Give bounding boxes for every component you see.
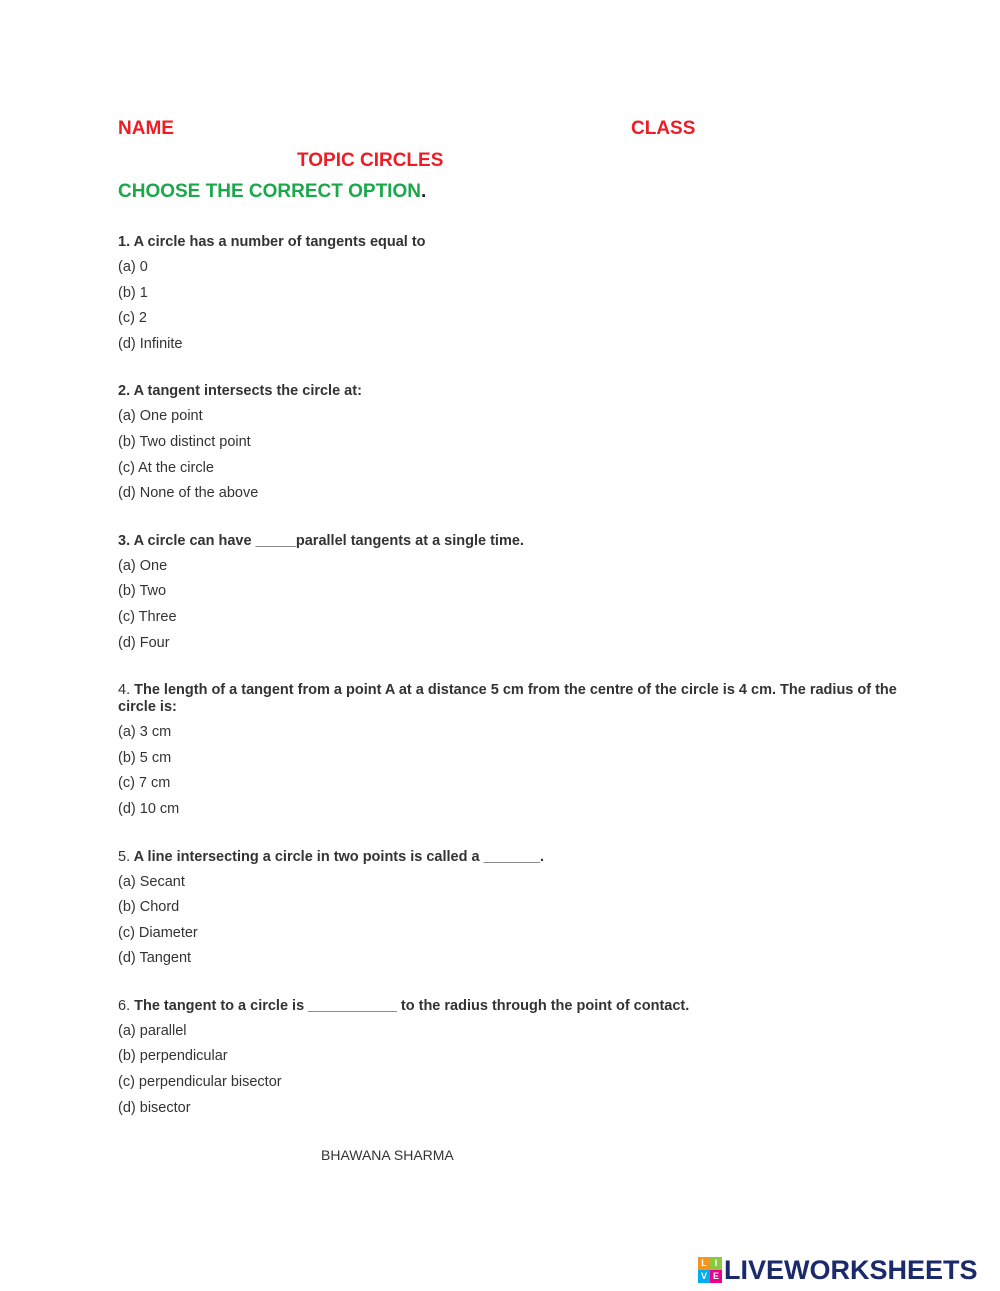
question-prompt: The length of a tangent from a point A at a distance 5 cm from the centre of the circle is 4 cm. The radius of the circle is: — [118, 682, 897, 716]
logo-text: LIVEWORKSHEETS — [724, 1254, 978, 1285]
answer-option[interactable]: (a) 0 — [118, 259, 148, 275]
question-text — [118, 234, 898, 251]
instruction-dot: . — [420, 181, 427, 202]
answer-option[interactable]: (c) Three — [118, 608, 177, 625]
answer-option[interactable]: (d) bisector — [118, 1099, 191, 1116]
question-prompt: A circle has a number of tangents equal to — [133, 234, 426, 250]
instruction-text: CHOOSE THE CORRECT OPTION — [118, 181, 421, 202]
answer-option[interactable]: (d) 10 cm — [118, 800, 180, 817]
class-label: CLASS — [631, 118, 696, 139]
logo-icon-cell: I — [710, 1257, 722, 1270]
answer-option[interactable]: (a) 3 cm — [118, 724, 172, 741]
liveworksheets-logo — [698, 1255, 978, 1285]
answer-option[interactable]: (b) perpendicular — [118, 1048, 228, 1065]
answer-option[interactable]: (c) 2 — [118, 310, 147, 327]
answer-option[interactable]: (b) Two distinct point — [118, 433, 251, 450]
question-1 — [118, 234, 898, 361]
question-prompt: A tangent intersects the circle at: — [133, 383, 362, 400]
instruction — [118, 181, 426, 203]
question-text — [118, 533, 898, 550]
answer-option[interactable]: (c) Diameter — [118, 924, 198, 941]
answer-option[interactable]: (c) At the circle — [118, 459, 214, 476]
answer-option[interactable]: (a) Secant — [118, 873, 185, 890]
question-text — [118, 682, 898, 716]
question-text — [118, 998, 898, 1015]
question-4 — [118, 682, 898, 826]
answer-option[interactable]: (d) Four — [118, 634, 170, 651]
answer-option[interactable]: (d) Tangent — [118, 950, 192, 967]
question-prompt: The tangent to a circle is ___________ to the radius through the point of contact. — [134, 997, 690, 1014]
answer-option[interactable]: (d) None of the above — [118, 485, 259, 502]
answer-option[interactable]: (b) Two — [118, 583, 167, 600]
answer-option[interactable]: (c) 7 cm — [118, 775, 171, 792]
question-number: 6. — [118, 997, 131, 1014]
question-6 — [118, 998, 898, 1125]
answer-option[interactable]: (c) perpendicular bisector — [118, 1074, 282, 1091]
logo-icon-cell: V — [698, 1270, 710, 1283]
author-name: BHAWANA SHARMA — [321, 1147, 454, 1163]
question-5 — [118, 849, 898, 976]
question-text — [118, 383, 898, 400]
answer-option[interactable]: (b) 5 cm — [118, 749, 172, 766]
answer-option[interactable]: (b) Chord — [118, 899, 180, 916]
question-number: 3. — [118, 532, 131, 549]
question-number: 1. — [118, 234, 131, 250]
question-2 — [118, 383, 898, 510]
answer-option[interactable]: (a) One point — [118, 408, 203, 425]
logo-icon-cell: E — [710, 1270, 722, 1283]
question-prompt: A line intersecting a circle in two points is called a _______. — [133, 848, 545, 865]
logo-icon-cell: L — [698, 1257, 710, 1270]
answer-option[interactable]: (b) 1 — [118, 284, 148, 301]
question-number: 2. — [118, 383, 131, 400]
question-3 — [118, 533, 898, 660]
question-number: 5. — [118, 848, 131, 865]
question-list — [118, 234, 898, 1147]
name-label: NAME — [118, 118, 174, 139]
question-number: 4. — [118, 682, 131, 699]
answer-option[interactable]: (d) Infinite — [118, 335, 183, 352]
answer-option[interactable]: (a) One — [118, 557, 168, 574]
question-prompt: A circle can have _____parallel tangents at a single time. — [133, 532, 524, 549]
question-text — [118, 849, 898, 866]
topic-title: TOPIC CIRCLES — [297, 150, 444, 171]
logo-icon — [698, 1257, 722, 1283]
answer-option[interactable]: (a) parallel — [118, 1022, 187, 1039]
